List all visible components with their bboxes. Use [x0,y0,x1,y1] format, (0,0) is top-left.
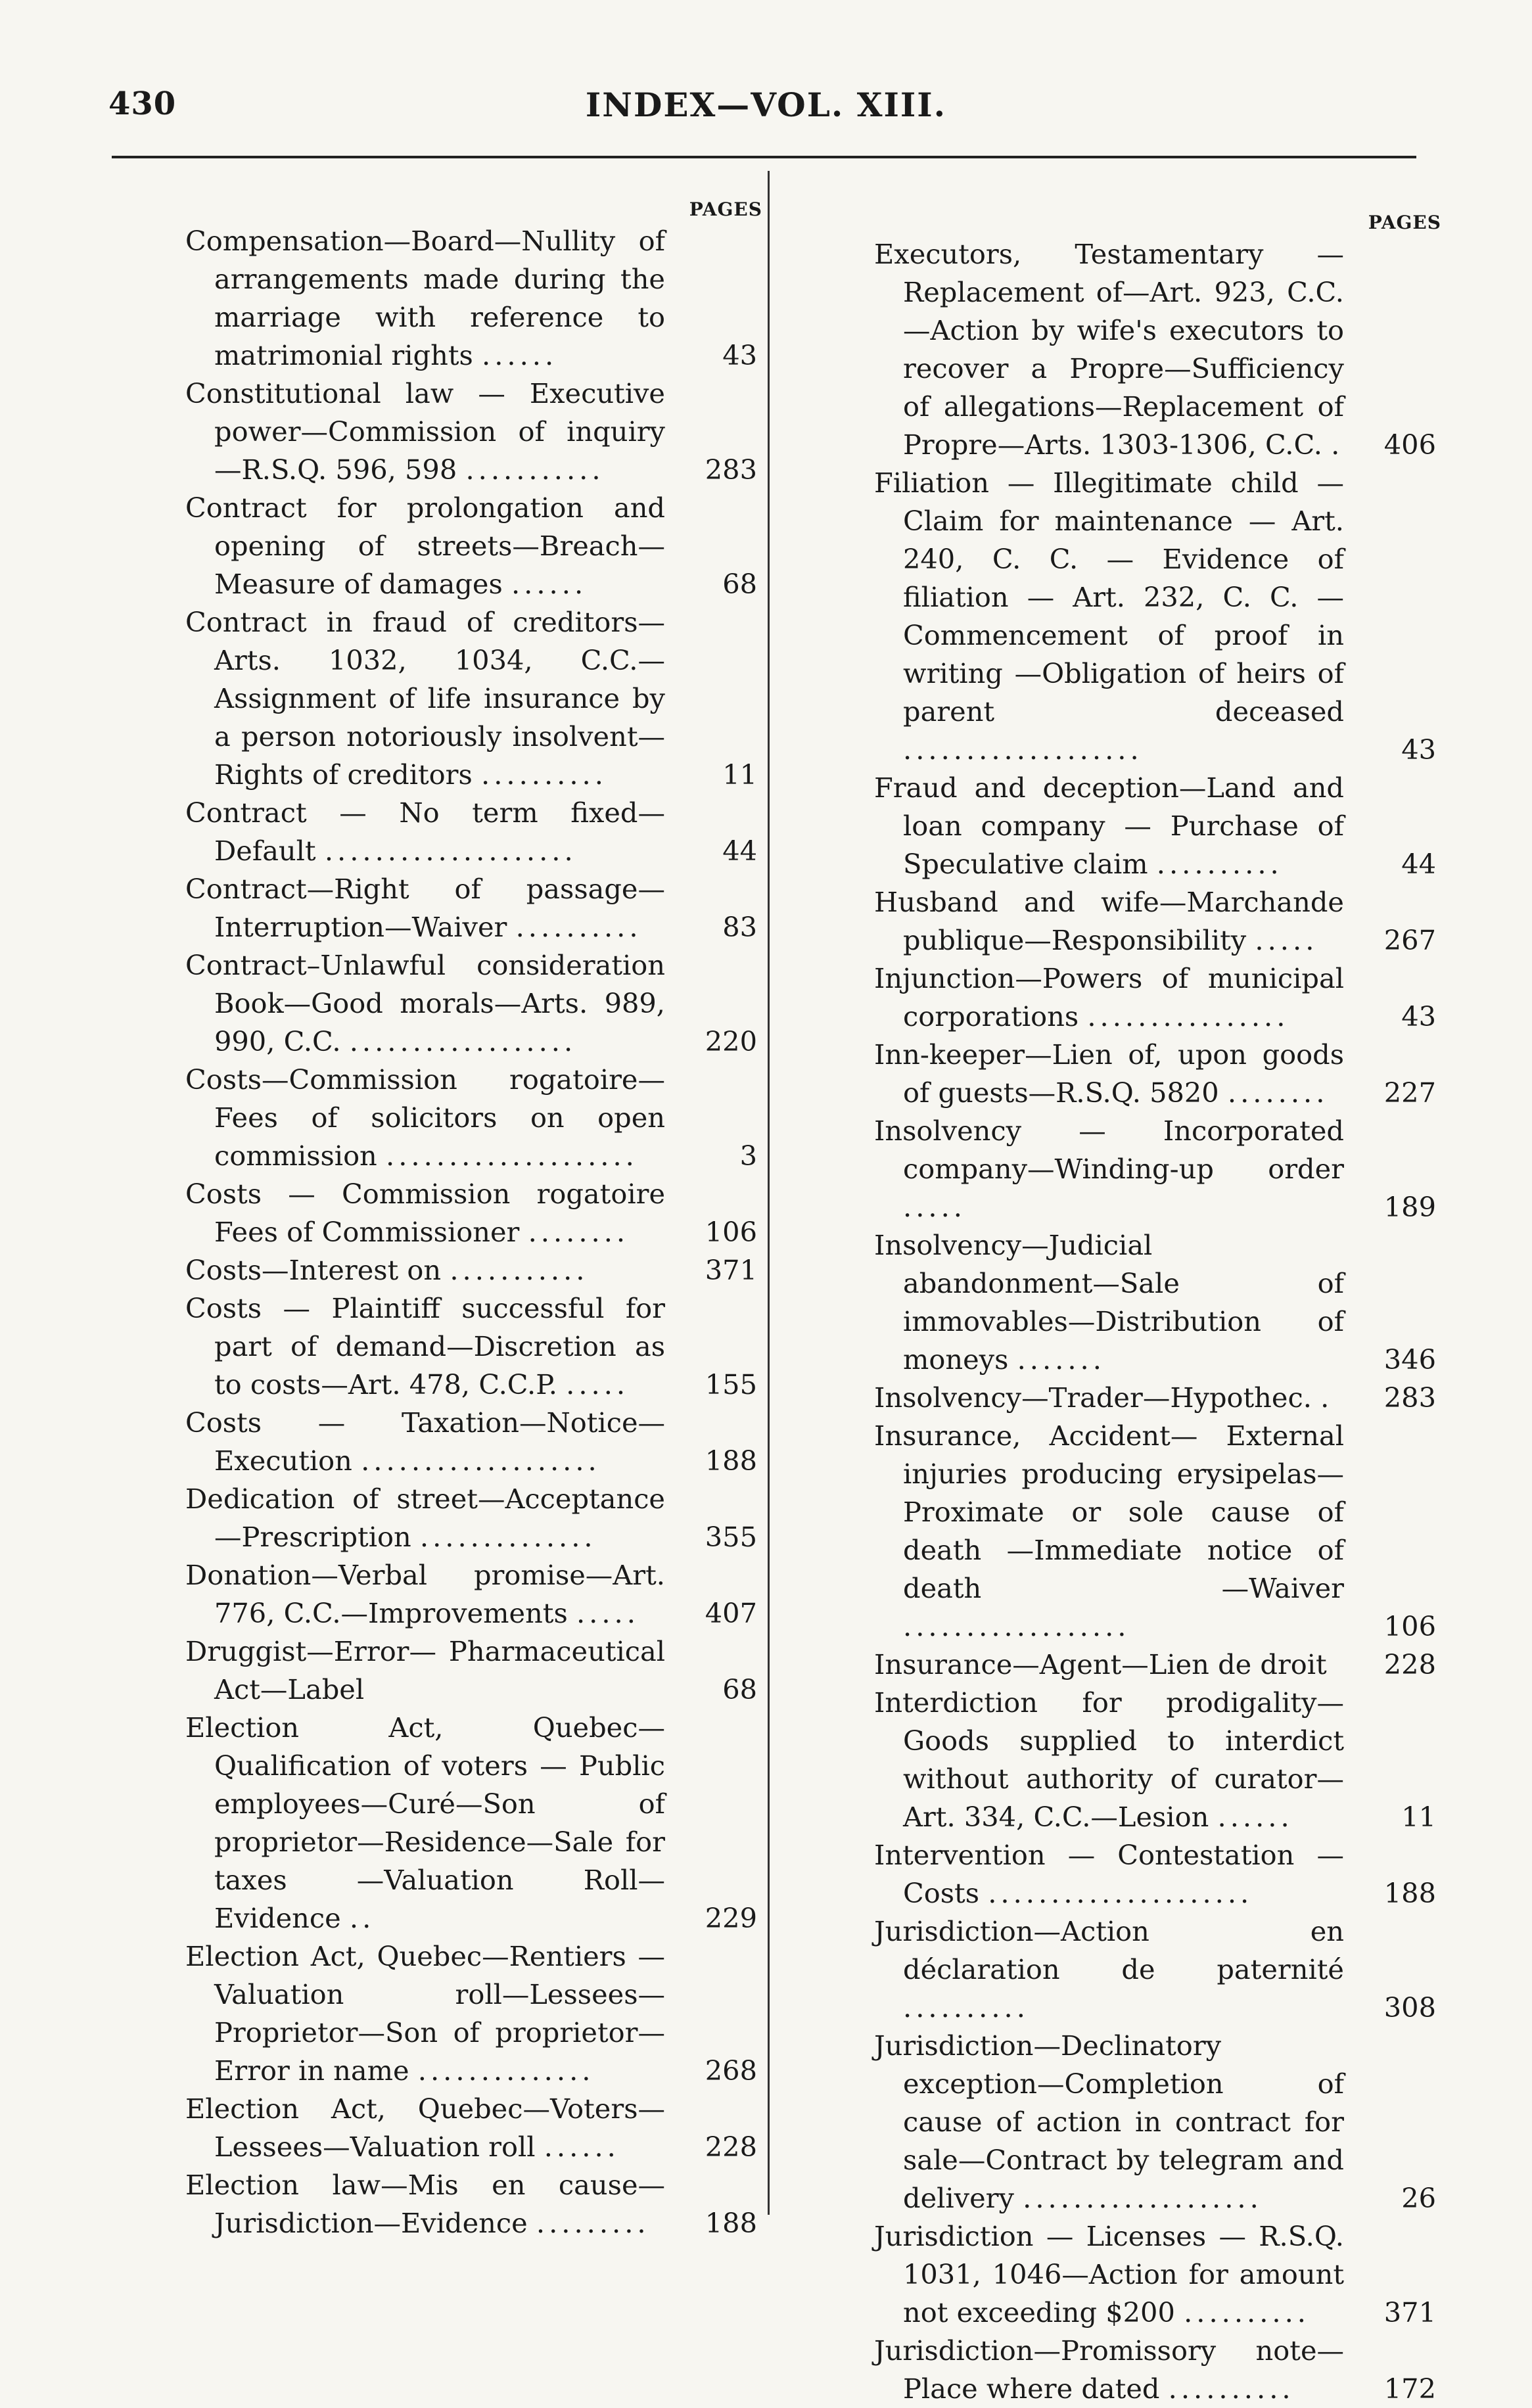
entry-heading: Contract–Unlawful consideration Book—Good morals—Arts. 989, 990, C.C. [185,949,665,1057]
dot-leader: ...... [1217,1801,1293,1833]
entry-heading: Insolvency — Incorporated company—Winding-up order [874,1115,1344,1185]
entry-heading: Dedication of street—Acceptance —Prescription [185,1483,665,1553]
index-entry [874,1646,1436,1684]
index-entry [185,489,757,603]
dot-leader: .......... [1184,2296,1310,2328]
page-reference: 229 [705,1902,757,1934]
index-entry [874,1379,1436,1417]
index-entry-text [874,1836,1344,1912]
index-entry [185,1251,757,1289]
index-entry [185,375,757,489]
page-reference: 26 [1401,2182,1436,2214]
index-entry [185,2166,757,2242]
entry-heading: Election Act, Quebec—Rentiers —Valuation roll—Lessees—Proprietor—Son of proprietor—Error in name [185,1940,665,2087]
index-entry-text [185,1556,665,1632]
index-entry [185,1289,757,1404]
index-entry-text [185,1709,665,1937]
index-entry-text [874,1417,1344,1646]
index-entry [874,1036,1436,1112]
page-reference: 267 [1383,924,1436,956]
index-entry-text [185,603,665,794]
dot-leader: .......... [903,1991,1029,2024]
index-entry [185,1480,757,1556]
dot-leader: .......... [481,758,607,791]
entry-heading: Jurisdiction—Promissory note—Place where dated [874,2334,1344,2405]
index-entry [185,603,757,794]
dot-leader: ...... [544,2131,620,2163]
index-entry-text [874,1684,1344,1836]
index-entry [874,1226,1436,1379]
entry-heading: Jurisdiction—Declinatory exception—Completion of cause of action in contract for sale—Contract by telegram and delivery [874,2029,1344,2214]
dot-leader: ................... [1023,2182,1263,2214]
page-reference: 43 [722,339,757,371]
entry-heading: Interdiction for prodigality—Goods supplied to interdict without authority of curator—Art. 334, C.C.—Lesion [874,1686,1344,1833]
entry-heading: Injunction—Powers of municipal corporations [874,962,1344,1032]
index-entry [185,1061,757,1175]
page-reference: 155 [705,1368,757,1401]
entry-heading: Election Act, Quebec—Voters—Lessees—Valuation roll [185,2093,665,2163]
entry-heading: Costs — Plaintiff successful for part of demand—Discretion as to costs—Art. 478, C.C.P. [185,1292,665,1401]
dot-leader: ...... [482,339,558,371]
page-reference: 44 [722,835,757,867]
left-column [185,197,762,2242]
page-reference: 406 [1383,428,1436,461]
index-entry-text [185,1937,665,2090]
page-reference: 106 [705,1216,757,1248]
dot-leader: .................. [349,1025,577,1057]
index-entry-text [874,769,1344,883]
dot-leader: . [1331,428,1344,461]
dot-leader: ........ [528,1216,630,1248]
entry-heading: Intervention — Contestation — Costs [874,1839,1344,1909]
dot-leader: ........... [465,453,605,486]
column-divider [768,171,770,2215]
page-reference: 11 [1401,1801,1436,1833]
page-reference: 283 [705,453,757,486]
index-entry-text [185,2166,665,2242]
page-reference: 11 [722,758,757,791]
index-entry-text [874,235,1344,464]
index-entry [185,1937,757,2090]
page-reference: 68 [722,568,757,600]
index-entry-text [185,489,665,603]
running-title: INDEX—VOL. XIII. [585,85,947,124]
dot-leader: .......... [515,911,642,943]
page-reference: 355 [705,1521,757,1553]
index-entry [874,1417,1436,1646]
entry-heading: Druggist—Error— Pharmaceutical Act—Label [185,1635,665,1705]
index-entry [874,2217,1436,2332]
entry-heading: Contract—Right of passage—Interruption—Waiver [185,873,665,943]
entry-heading: Costs — Taxation—Notice—Execution [185,1406,665,1477]
dot-leader: ..... [576,1597,639,1629]
index-entry-text [874,2332,1344,2408]
page-reference: 172 [1383,2373,1436,2405]
index-entry [874,960,1436,1036]
index-entry-text [874,1036,1344,1112]
page-reference: 188 [705,1445,757,1477]
index-entry [185,1404,757,1480]
index-entry-text [874,2027,1344,2217]
page-reference: 83 [722,911,757,943]
page-reference: 43 [1401,1000,1436,1032]
entry-heading: Inn-keeper—Lien of, upon goods of guests—R.S.Q. 5820 [874,1038,1344,1109]
entry-heading: Compensation—Board—Nullity of arrangements made during the marriage with reference to matrimonial rights [185,225,665,371]
page-reference: 106 [1383,1610,1436,1642]
index-entry [874,1836,1436,1912]
dot-leader: ..... [1255,924,1318,956]
entry-heading: Costs — Commission rogatoire Fees of Commissioner [185,1178,665,1248]
index-entry [185,1175,757,1251]
page-reference: 227 [1383,1077,1436,1109]
index-entry-text [185,1061,665,1175]
index-entry-text [185,2090,665,2166]
entry-heading: Constitutional law — Executive power—Commission of inquiry —R.S.Q. 596, 598 [185,377,665,486]
page-reference: 68 [722,1673,757,1705]
index-entry [874,464,1436,769]
dot-leader: ..... [566,1368,630,1401]
dot-leader: ....... [1017,1343,1105,1376]
dot-leader: ................... [903,733,1143,766]
index-entry-text [874,1646,1344,1684]
dot-leader: .............. [419,1521,597,1553]
index-entry [874,883,1436,960]
entry-heading: Filiation — Illegitimate child — Claim for maintenance — Art. 240, C. C. — Evidence of filiation — Art. 232, C. C. — Commencement of proof in writing —Obligation of heirs of parent deceased [874,467,1344,728]
page-reference: 283 [1383,1381,1436,1414]
index-entry-text [185,1175,665,1251]
page-reference: 188 [705,2207,757,2239]
index-entry-text [185,794,665,870]
index-entry-text [874,960,1344,1036]
page-reference: 346 [1383,1343,1436,1376]
entry-heading: Contract for prolongation and opening of streets—Breach—Measure of damages [185,492,665,600]
index-entry [185,870,757,946]
index-entry-text [874,1379,1344,1417]
entry-heading: Costs—Commission rogatoire—Fees of solicitors on open commission [185,1063,665,1172]
entry-heading: Fraud and deception—Land and loan company — Purchase of Speculative claim [874,772,1344,880]
entry-heading: Jurisdiction—Action en déclaration de paternité [874,1915,1344,1985]
index-entry [874,235,1436,464]
dot-leader: ..... [903,1191,966,1223]
dot-leader: .................... [324,835,577,867]
index-entry [185,1632,757,1709]
dot-leader: ........ [1227,1077,1329,1109]
index-entry [185,222,757,375]
index-entry [874,2027,1436,2217]
entry-heading: Contract — No term fixed—Default [185,797,665,867]
page-reference: 407 [705,1597,757,1629]
entry-heading: Costs—Interest on [185,1254,442,1286]
index-entry-text [185,946,665,1061]
index-entry-text [185,1251,665,1289]
index-entry-text [185,375,665,489]
dot-leader: ........... [450,1254,589,1286]
entry-heading: Insurance, Accident— External injuries producing erysipelas—Proximate or sole cause of death —Immediate notice of death —Waiver [874,1420,1344,1604]
index-entry [874,1684,1436,1836]
dot-leader: .. [349,1902,375,1934]
dot-leader: .............. [417,2054,595,2087]
dot-leader: ......... [536,2207,650,2239]
index-entry [874,1112,1436,1226]
entry-heading: Insolvency—Judicial abandonment—Sale of immovables—Distribution of moneys [874,1229,1344,1376]
index-entry [874,769,1436,883]
index-entry [185,946,757,1061]
index-entry-text [874,1912,1344,2027]
page-reference: 43 [1401,733,1436,766]
dot-leader: ................... [361,1445,601,1477]
page-reference: 44 [1401,848,1436,880]
index-entry [185,2090,757,2166]
dot-leader: ...... [511,568,588,600]
dot-leader: .......... [1168,2373,1295,2405]
index-entry [185,1709,757,1937]
pages-column-heading: PAGES [1368,212,1441,233]
page-reference: 308 [1383,1991,1436,2024]
pages-column-heading: PAGES [689,198,762,220]
entry-heading: Insurance—Agent—Lien de droit [874,1648,1327,1680]
index-entry-text [185,222,665,375]
entry-heading: Insolvency—Trader—Hypothec. [874,1381,1312,1414]
page-reference: 189 [1383,1191,1436,1223]
dot-leader: . [1320,1381,1334,1414]
dot-leader: ..................... [988,1877,1253,1909]
entry-heading: Jurisdiction — Licenses — R.S.Q. 1031, 1046—Action for amount not exceeding $200 [874,2220,1344,2328]
right-column [874,210,1441,2408]
index-entry-text [874,1112,1344,1226]
page-reference: 188 [1383,1877,1436,1909]
page-reference: 228 [705,2131,757,2163]
entry-heading: Husband and wife—Marchande publique—Responsibility [874,886,1344,956]
page-reference: 220 [705,1025,757,1057]
entry-heading: Contract in fraud of creditors—Arts. 1032, 1034, C.C.—Assignment of life insurance by a person notoriously insolvent—Rights of creditors [185,606,665,791]
index-entry-text [185,1480,665,1556]
index-entry-text [185,1632,665,1709]
index-entry [185,794,757,870]
page-reference: 3 [739,1140,757,1172]
dot-leader: .................. [903,1610,1130,1642]
index-entry-text [874,2217,1344,2332]
page-reference: 371 [1383,2296,1436,2328]
index-entry-text [874,464,1344,769]
entry-heading: Donation—Verbal promise—Art. 776, C.C.—Improvements [185,1559,665,1629]
dot-leader: .................... [386,1140,638,1172]
page-reference: 371 [705,1254,757,1286]
index-entry [874,2332,1436,2408]
index-entry [185,1556,757,1632]
index-entry-text [874,883,1344,960]
index-entry [874,1912,1436,2027]
page-reference: 268 [705,2054,757,2087]
entry-heading: Election Act, Quebec— Qualification of voters — Public employees—Curé—Son of proprietor—Residence—Sale for taxes —Valuation Roll—Evidence [185,1711,665,1934]
dot-leader: ................ [1087,1000,1289,1032]
index-entry-text [185,870,665,946]
page-reference: 228 [1383,1648,1436,1680]
index-entry-text [874,1226,1344,1379]
index-entry-text [185,1404,665,1480]
entry-heading: Executors, Testamentary — Replacement of—Art. 923, C.C.—Action by wife's executors to recover a Propre—Sufficiency of allegations—Replacement of Propre—Arts. 1303-1306, C.C. [874,238,1344,461]
entry-heading: Election law—Mis en cause—Jurisdiction—Evidence [185,2169,665,2239]
index-entry-text [185,1289,665,1404]
dot-leader: .......... [1156,848,1283,880]
header-rule [112,156,1416,158]
page-number: 430 [108,85,177,122]
